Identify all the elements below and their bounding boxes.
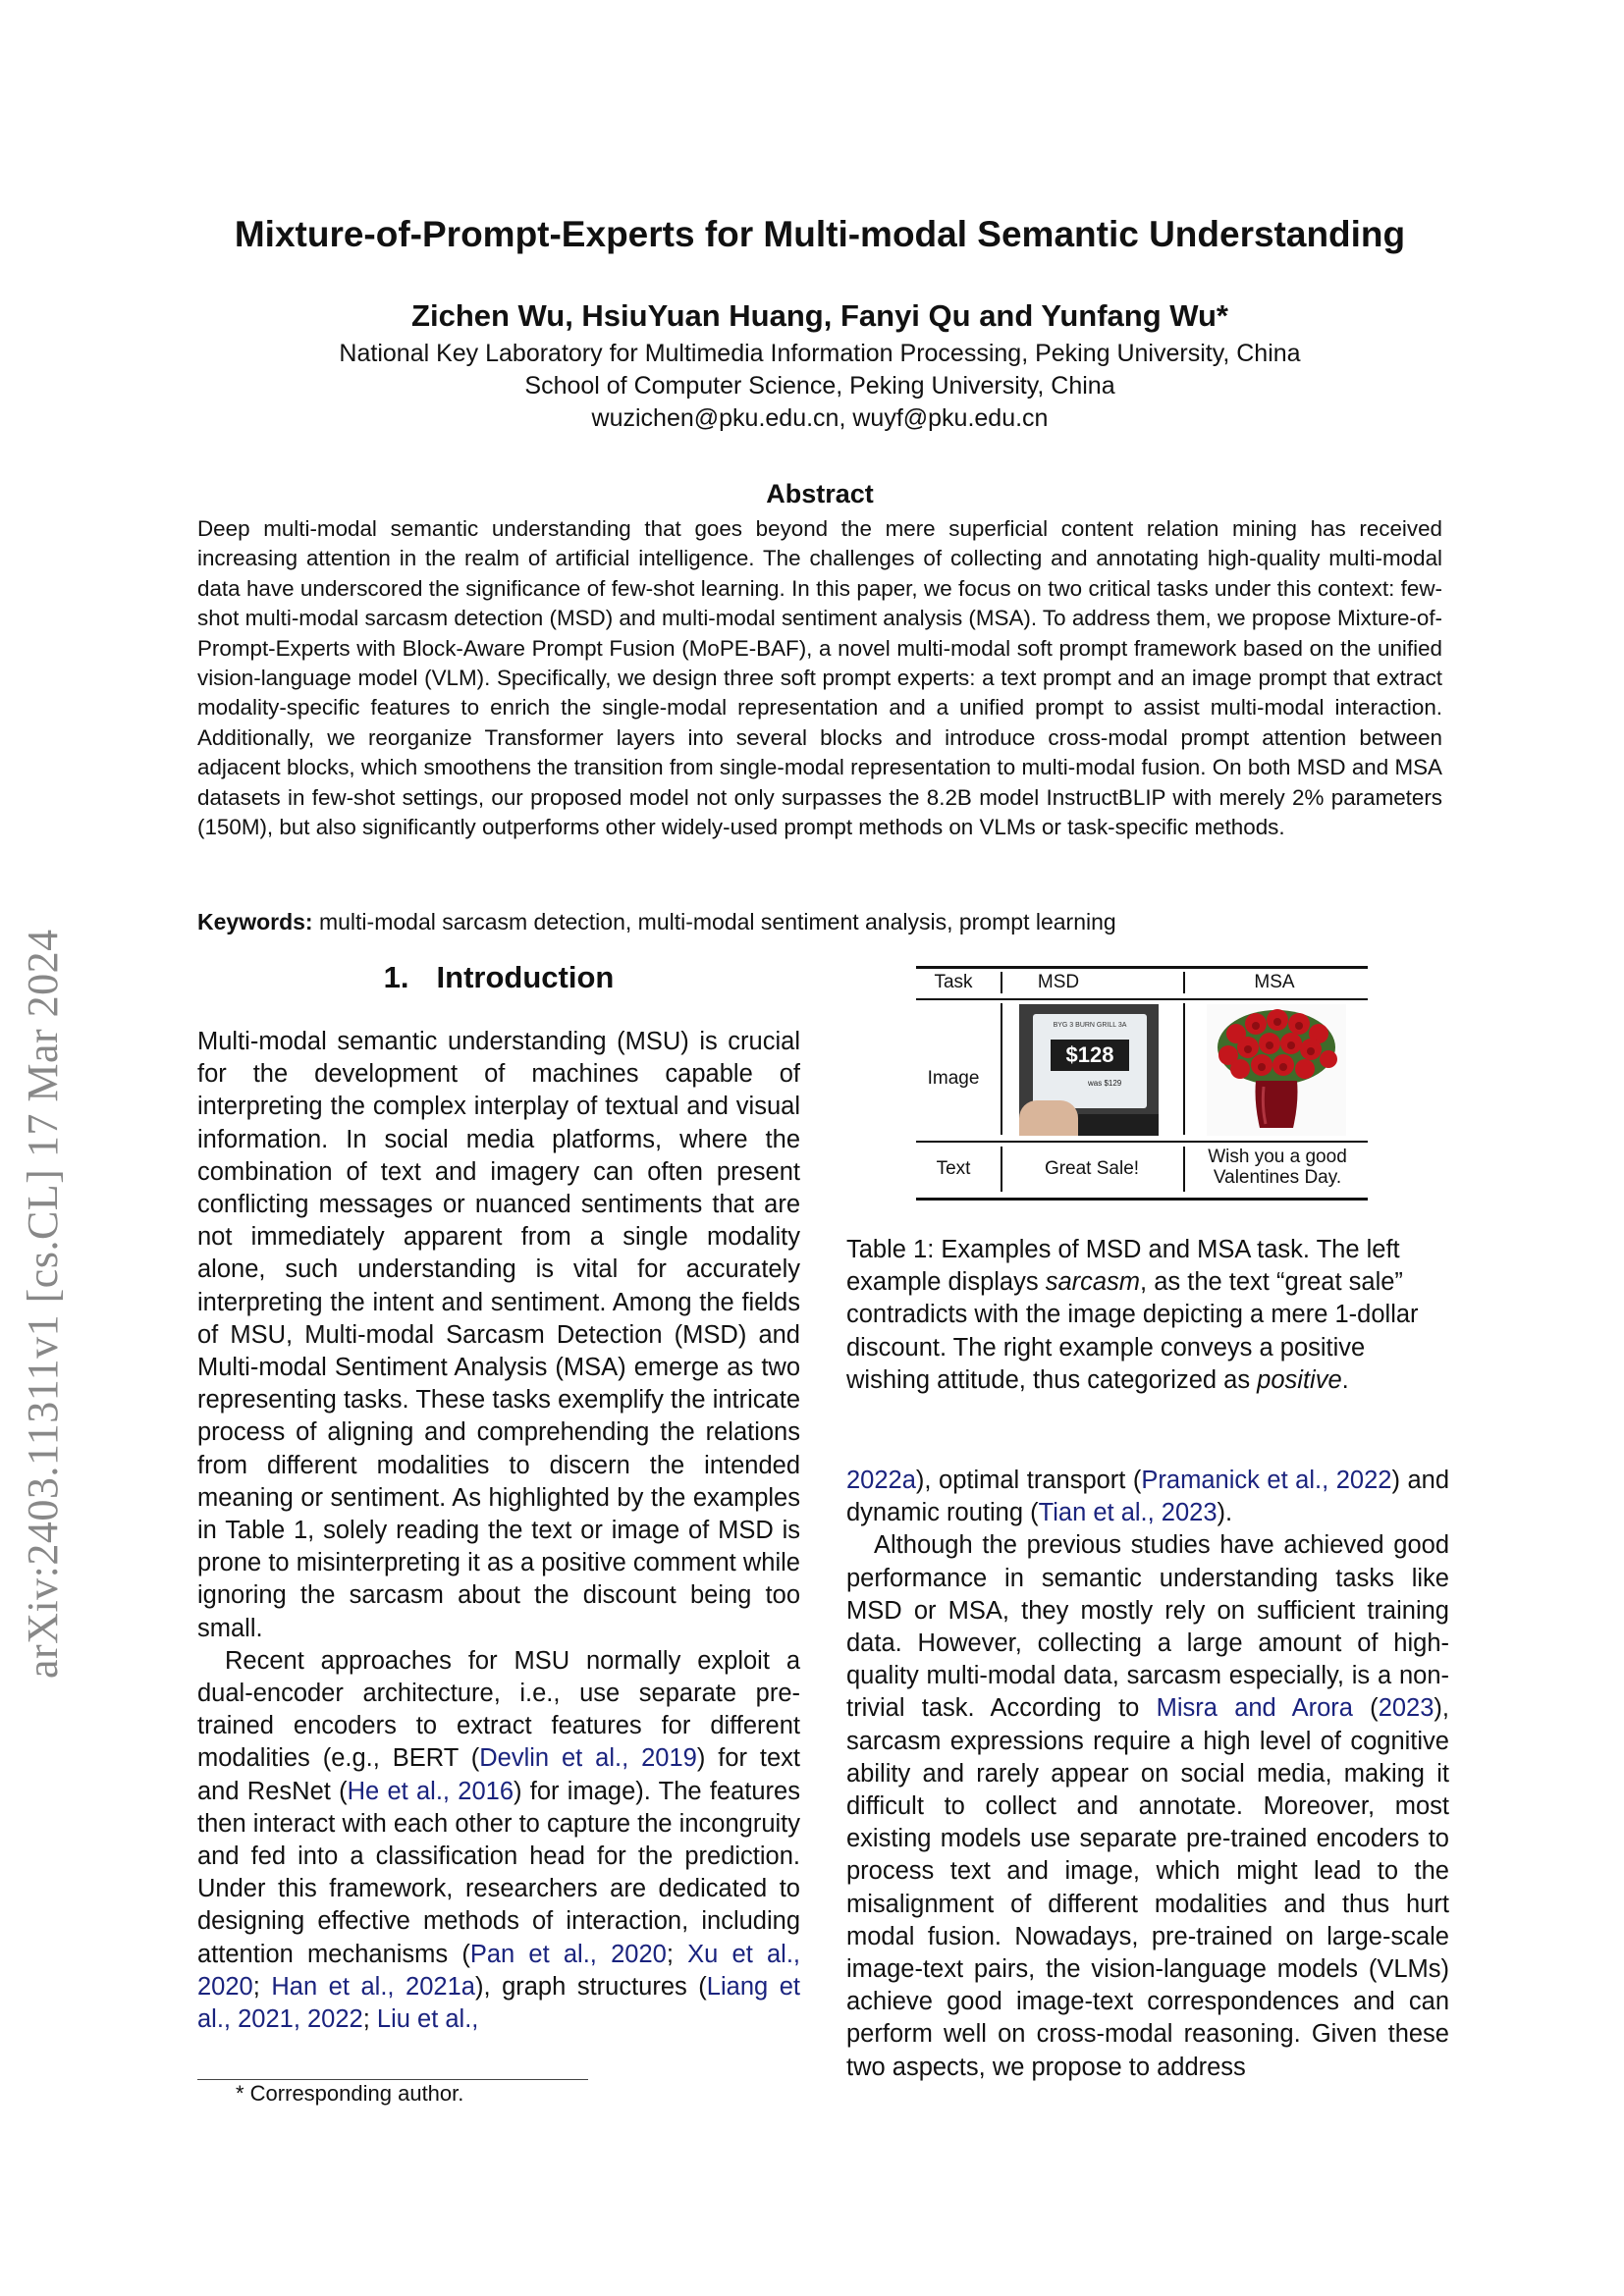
table-row-label-text: Text [936,1158,971,1179]
section-heading [197,960,800,995]
table-header-msa: MSA [1254,972,1295,992]
citation-link[interactable]: Liu et al., [376,2005,479,2034]
keywords-label: Keywords: [197,909,313,934]
citation-link[interactable]: He et al., 2016 [347,1777,514,1805]
text-run: ) for text and ResNet ( [197,1744,800,1805]
arxiv-stamp: arXiv:2403.11311v1 [cs.CL] 17 Mar 2024 [19,929,67,1679]
affiliation-2: School of Computer Science, Peking University, China [524,372,1115,400]
msd-example-image [1019,1004,1159,1136]
citation-link[interactable]: Tian et al., 2023 [1038,1499,1218,1527]
text-run: , as the text “great sale” contradicts with the image depicting a mere 1-dollar discount. The right example conveys a positive wishing attitude, thus categorized as [846,1268,1419,1394]
text-run: ; [362,2005,377,2034]
abstract-text: Deep multi-modal semantic understanding that goes beyond the mere superficial content relation mining has received increasing attention in the realm of artificial intelligence. The challenges of collecting and annotating high-quality multi-modal data have underscored the significance of few-shot learning. In this paper, we focus on two critical tasks under this context: few-shot multi-modal sarcasm detection (MSD) and multi-modal sentiment analysis (MSA). To address them, we propose Mixture-of-Prompt-Experts with Block-Aware Prompt Fusion (MoPE-BAF), a novel multi-modal soft prompt framework based on the unified vision-language model (VLM). Specifically, we design three soft prompt experts: a text prompt and an image prompt that extract modality-specific features to enrich the single-modal representation and a unified prompt to assist multi-modal interaction. Additionally, we reorganize Transformer layers into several blocks and introduce cross-modal prompt attention between adjacent blocks, which smoothens the transition from single-modal representation to multi-modal fusion. On both MSD and MSA datasets in few-shot settings, our proposed model not only surpasses the 8.2B model InstructBLIP with merely 2% parameters (150M), but also significantly outperforms other widely-used prompt methods on VLMs or task-specific methods. [197,516,1442,840]
text-run: ), graph structures ( [474,1972,707,2001]
table-header-msd: MSD [1037,972,1080,992]
section-title: Introduction [436,960,615,994]
table-top-rule [916,966,1368,969]
price-tag-was: was $129 [1088,1079,1122,1088]
citation-link[interactable]: 2022a [846,1467,916,1494]
right-column [846,1465,1449,2084]
price-tag-product: BYG 3 BURN GRILL 3A [1053,1022,1127,1029]
footnote: * Corresponding author. [236,2081,464,2106]
msd-text-cell: Great Sale! [1044,1158,1140,1179]
text-run: ), optimal transport ( [915,1467,1142,1494]
roses-illustration [1207,1004,1346,1136]
intro-paragraph-2 [197,1645,800,2036]
citation-link[interactable]: 2023 [1378,1694,1435,1723]
section-number: 1. [383,960,409,994]
table-mid-rule [916,1141,1368,1143]
text-run: ; [252,1972,272,2001]
table-vrule [1183,972,1185,993]
citation-link[interactable]: Pramanick et al., 2022 [1141,1467,1392,1494]
table-vrule [1183,1147,1185,1192]
text-run: Although the previous studies have achieved good performance in semantic understanding tasks like MSD or MSA, they mostly rely on sufficient training data. However, collecting a large amount of high-quality multi-modal data, sarcasm especially, is a non-trivial task. According to [846,1531,1449,1723]
msa-text-cell [1187,1147,1368,1188]
msa-text-line: Wish you a good [1208,1147,1347,1167]
text-run: ) for image). The features then interact with each other to capture the incongruity and fed into a classification head for the prediction. Under this framework, researchers are dedicated to designing effective methods of interaction, including attention mechanisms ( [197,1777,800,1968]
text-run: ), sarcasm expressions require a high level of cognitive ability and rarely appear on social media, making it difficult to collect and annotate. Moreover, most existing models use separate pre-trained encoders to process text and image, which might lead to the misalignment of different modalities and thus hurt modal fusion. Nowadays, pre-trained on large-scale image-text pairs, the vision-language models (VLMs) achieve good image-text correspondences and can perform well on cross-modal reasoning. Given these two aspects, we propose to address [846,1694,1449,2081]
affiliation-1: National Key Laboratory for Multimedia Information Processing, Peking University, China [339,340,1301,367]
abstract-heading: Abstract [766,479,874,508]
table-vrule [1001,1003,1002,1135]
keywords-line [197,909,1442,935]
table-bottom-rule [916,1198,1368,1201]
citation-link[interactable]: Xu et al., 2020 [197,1940,800,2001]
text-run: . [1341,1365,1349,1394]
intro-paragraph-3 [846,1529,1449,2083]
table-row-label-image: Image [927,1068,980,1089]
citation-link[interactable]: Misra and Arora [1156,1694,1353,1723]
author-emails: wuzichen@pku.edu.cn, wuyf@pku.edu.cn [591,404,1049,432]
price-tag [1033,1014,1147,1108]
example-table [916,966,1368,1201]
paper-title: Mixture-of-Prompt-Experts for Multi-modal Semantic Understanding [234,214,1406,254]
keywords-text: multi-modal sarcasm detection, multi-modal sentiment analysis, prompt learning [318,909,1116,934]
price-tag-price: $128 [1051,1040,1129,1071]
citation-link[interactable]: Han et al., 2021a [271,1972,475,2001]
table-vrule [1183,1003,1185,1135]
citation-link[interactable]: Pan et al., 2020 [469,1940,667,1968]
msa-example-image [1207,1004,1346,1136]
intro-paragraph-1: Multi-modal semantic understanding (MSU) is crucial for the development of machines capable of interpreting the complex interplay of textual and visual information. In social media platforms, where the combination of text and imagery can often present conflicting messages or nuanced sentiments that are not immediately apparent from a single modality alone, such understanding is vital for accurately interpreting the intent and sentiment. Among the fields of MSU, Multi-modal Sarcasm Detection (MSD) and Multi-modal Sentiment Analysis (MSA) emerge as two representing tasks. These tasks exemplify the intricate process of aligning and comprehending the relations from different modalities to discern the intended meaning or sentiment. As highlighted by the examples in Table 1, solely reading the text or image of MSD is prone to misinterpreting it as a positive comment while ignoring the sarcasm about the discount being too small. [197,1028,800,1642]
table-header-task: Task [934,972,973,992]
text-run: ) and dynamic routing ( [846,1467,1450,1527]
text-run: Recent approaches for MSU normally exploit a dual-encoder architecture, i.e., use separate pre-trained encoders to extract features for different modalities (e.g., BERT ( [197,1646,800,1773]
grill-shape [1078,1114,1159,1136]
caption-emphasis: positive [1257,1365,1342,1394]
text-run: Table 1: Examples of MSD and MSA task. The left example displays [846,1236,1400,1297]
table-vrule [1001,972,1002,993]
text-run: ( [1352,1694,1379,1723]
table-caption [846,1234,1449,1397]
author-list: Zichen Wu, HsiuYuan Huang, Fanyi Qu and Yunfang Wu* [411,298,1228,333]
footnote-rule [197,2079,588,2080]
text-run: ; [666,1940,688,1968]
citation-link[interactable]: Liang et al., 2021, 2022 [197,1972,800,2034]
intro-continuation [846,1465,1449,1529]
text-run: ). [1217,1499,1233,1527]
hand-shape [1019,1100,1078,1136]
left-column [197,1026,800,2036]
table-mid-rule [916,998,1368,1000]
caption-emphasis: sarcasm [1045,1268,1141,1297]
citation-link[interactable]: Devlin et al., 2019 [479,1744,697,1773]
msa-text-line: Valentines Day. [1213,1167,1342,1188]
